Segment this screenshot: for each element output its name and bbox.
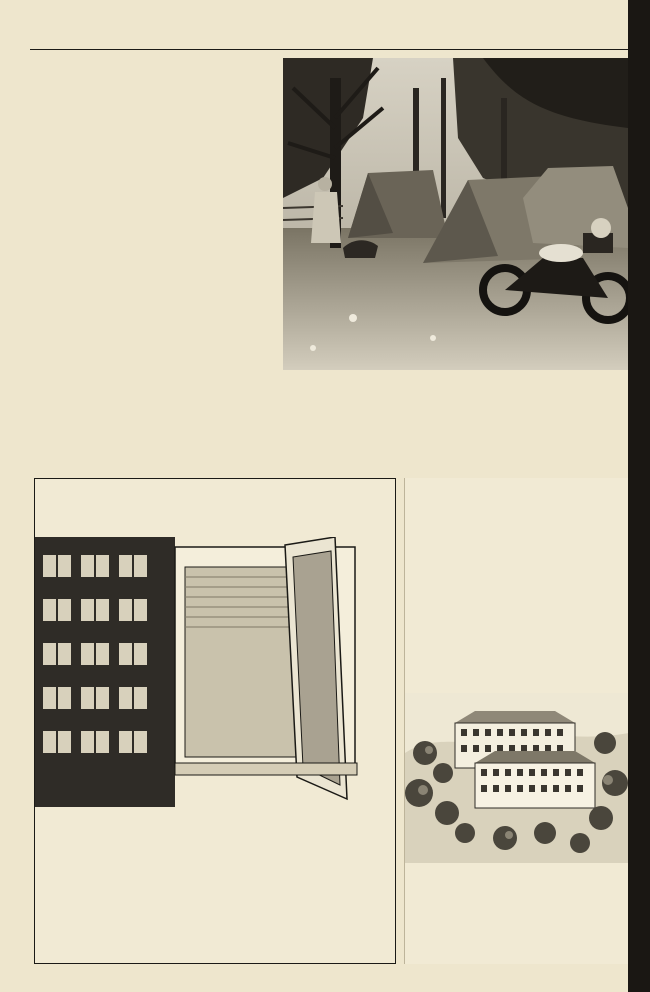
article-column-4 — [396, 385, 508, 387]
best-value-badge — [431, 862, 503, 885]
adjacent-page-bleed — [630, 0, 650, 992]
pvc-windows-ad — [34, 478, 396, 964]
camping-photo-illustration — [283, 58, 628, 370]
duplex-label — [551, 630, 628, 656]
page-header — [30, 28, 628, 50]
camping-photo — [283, 58, 628, 370]
residential-buildings-illustration — [405, 693, 628, 863]
building-window-illustration — [35, 537, 396, 807]
article-column-1 — [34, 224, 154, 226]
ad-slogan-banner — [405, 478, 628, 593]
article-column-5 — [514, 385, 626, 387]
article-column-3 — [283, 390, 391, 392]
duplex-line — [551, 630, 628, 656]
duplex-line — [551, 630, 628, 656]
los-pinos-ad — [404, 478, 628, 964]
article-column-2 — [158, 224, 278, 226]
